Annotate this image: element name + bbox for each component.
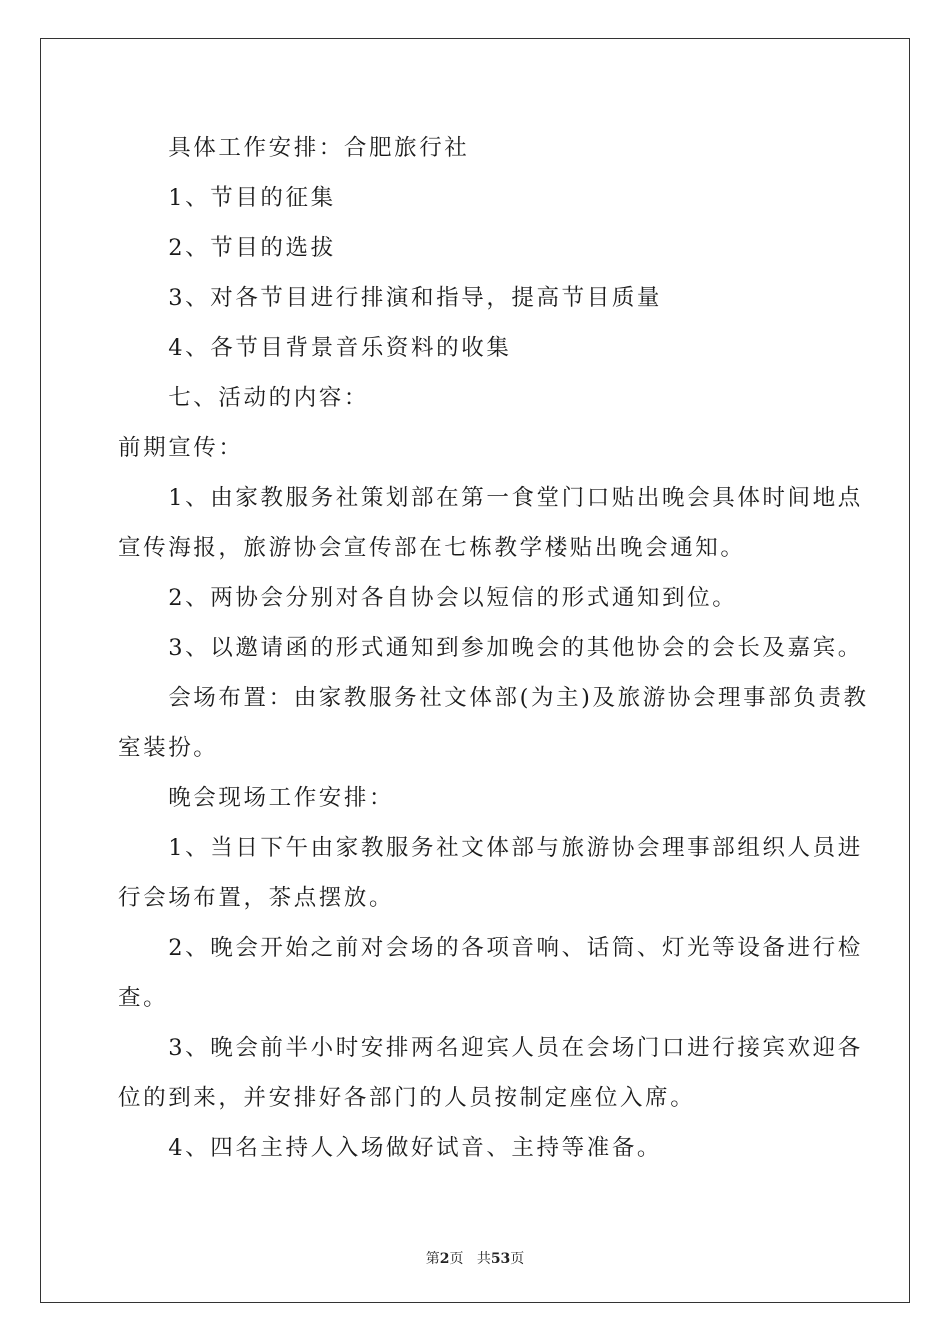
paragraph <box>118 223 838 273</box>
paragraph <box>118 923 863 1023</box>
page-footer <box>0 1248 950 1268</box>
footer-total-suffix: 页 <box>510 1251 525 1267</box>
footer-prefix: 第 <box>425 1251 440 1267</box>
paragraph-line: 3、对各节目进行排演和指导，提高节目质量 <box>118 285 663 311</box>
paragraph-line: 1、当日下午由家教服务社文体部与旅游协会理事部组织人员进 <box>118 835 863 861</box>
paragraph-line: 4、四名主持人入场做好试音、主持等准备。 <box>118 1135 663 1161</box>
paragraph <box>118 123 838 173</box>
paragraph-line: 室装扮。 <box>118 735 219 761</box>
paragraph-line: 会场布置：由家教服务社文体部(为主)及旅游协会理事部负责教 <box>118 685 869 711</box>
paragraph <box>118 173 838 223</box>
paragraph-line: 宣传海报，旅游协会宣传部在七栋教学楼贴出晚会通知。 <box>118 535 746 561</box>
paragraph-line: 查。 <box>118 985 169 1011</box>
paragraph <box>118 423 838 473</box>
paragraph <box>118 373 838 423</box>
paragraph-line: 3、以邀请函的形式通知到参加晚会的其他协会的会长及嘉宾。 <box>118 635 863 661</box>
paragraph-line: 行会场布置，茶点摆放。 <box>118 885 395 911</box>
paragraph-line: 2、晚会开始之前对会场的各项音响、话筒、灯光等设备进行检 <box>118 935 863 961</box>
paragraph <box>118 673 869 773</box>
footer-page-suffix: 页 <box>449 1251 464 1267</box>
paragraph <box>118 1123 838 1173</box>
current-page-number: 2 <box>439 1251 450 1267</box>
paragraph-line: 前期宣传： <box>118 435 244 461</box>
paragraph-line: 1、节目的征集 <box>118 185 336 211</box>
paragraph-line: 晚会现场工作安排： <box>118 785 395 811</box>
total-page-count: 53 <box>490 1251 511 1267</box>
paragraph <box>118 273 838 323</box>
paragraph-line: 位的到来，并安排好各部门的人员按制定座位入席。 <box>118 1085 696 1111</box>
paragraph-line: 具体工作安排：合肥旅行社 <box>118 135 470 161</box>
paragraph <box>118 473 863 573</box>
paragraph <box>118 323 838 373</box>
paragraph <box>118 773 838 823</box>
paragraph <box>118 823 863 923</box>
paragraph-line: 2、节目的选拔 <box>118 235 336 261</box>
paragraph-line: 2、两协会分别对各自协会以短信的形式通知到位。 <box>118 585 738 611</box>
footer-total-prefix: 共 <box>476 1251 491 1267</box>
paragraph-line: 4、各节目背景音乐资料的收集 <box>118 335 512 361</box>
paragraph-line: 七、活动的内容： <box>118 385 370 411</box>
paragraph <box>118 623 863 673</box>
paragraph <box>118 1023 863 1123</box>
paragraph-line: 3、晚会前半小时安排两名迎宾人员在会场门口进行接宾欢迎各 <box>118 1035 863 1061</box>
paragraph <box>118 573 838 623</box>
paragraph-line: 1、由家教服务社策划部在第一食堂门口贴出晚会具体时间地点 <box>118 485 863 511</box>
